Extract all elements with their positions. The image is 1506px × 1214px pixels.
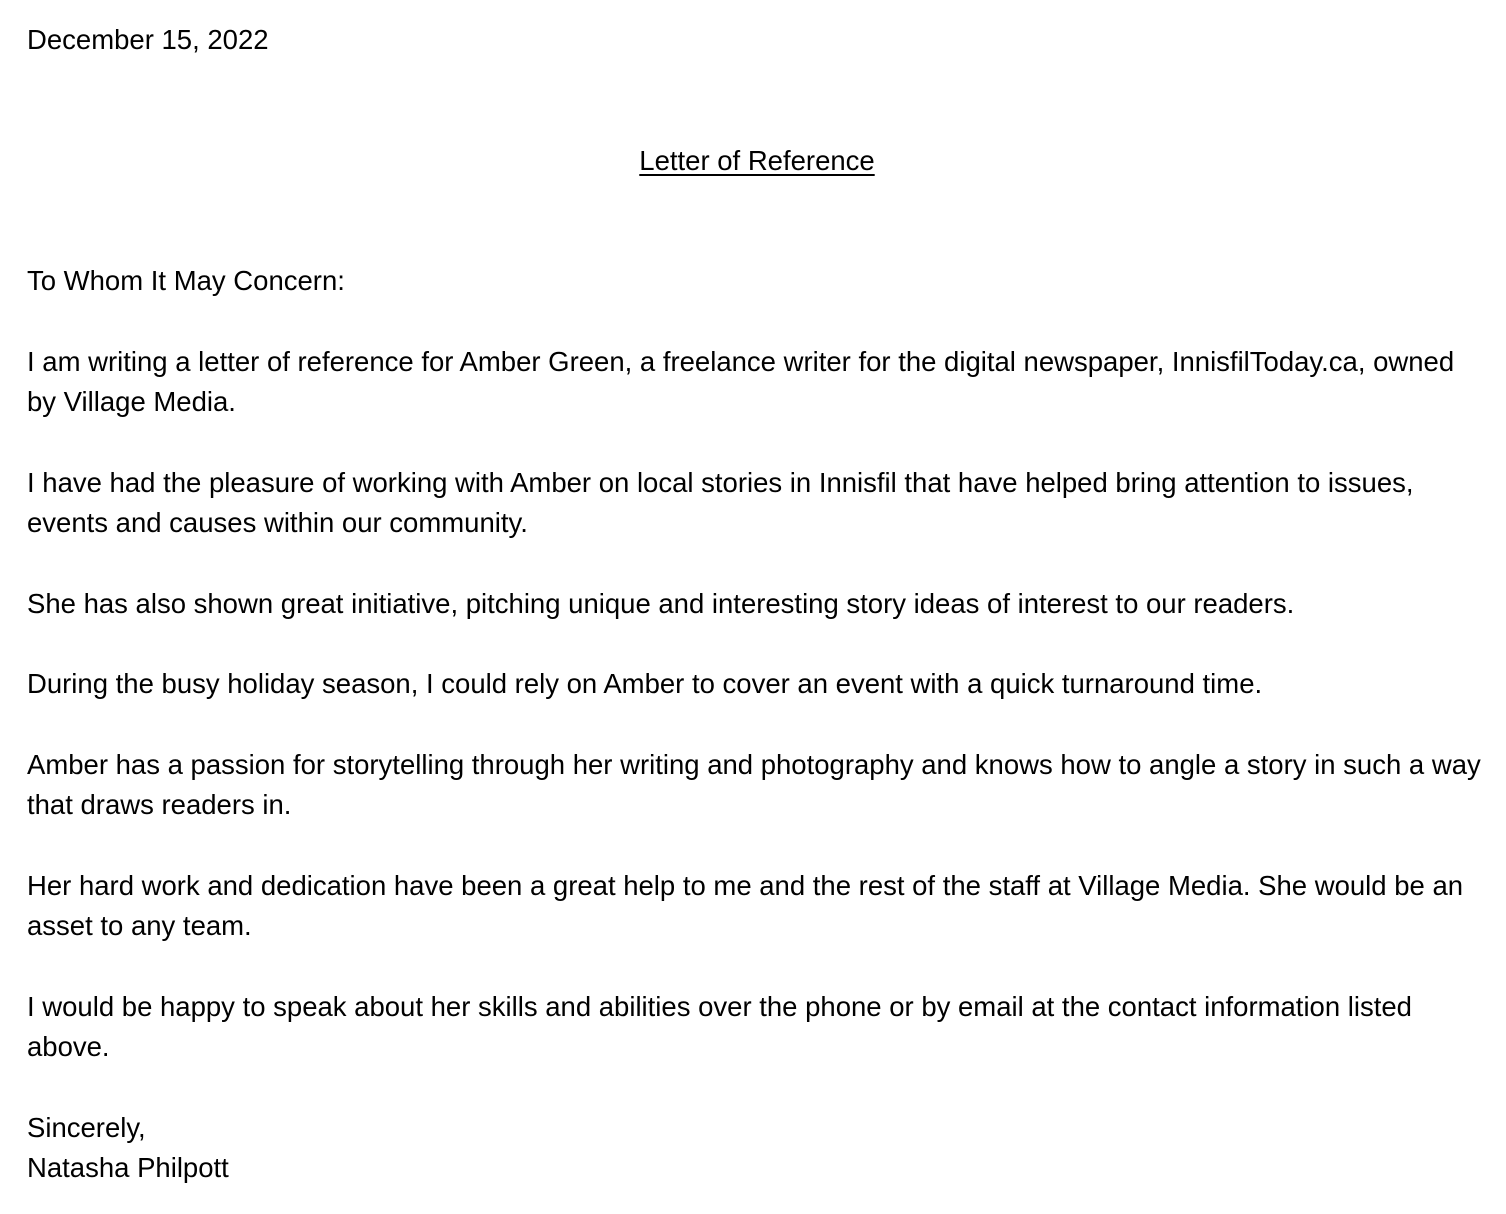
letter-closing-block [27,1108,1487,1189]
letter-paragraph: I am writing a letter of reference for Amber Green, a freelance writer for the digital newspaper, InnisfilToday.ca, owned by Village Media. [27,345,1455,417]
letter-paragraph: Amber has a passion for storytelling through her writing and photography and knows how to angle a story in such a way that draws readers in. [27,748,1481,820]
letter-date: December 15, 2022 [27,24,269,55]
letter-paragraph: I would be happy to speak about her skills and abilities over the phone or by email at the contact information listed above. [27,990,1412,1062]
letter-paragraph: During the busy holiday season, I could rely on Amber to cover an event with a quick turnaround time. [27,668,1263,699]
signature-name: Natasha Philpott [27,1152,229,1183]
letter-paragraph: I have had the pleasure of working with Amber on local stories in Innisfil that have helped bring attention to issues, events and causes within our community. [27,466,1414,538]
letter-title: Letter of Reference [639,144,875,176]
letter-paragraph: She has also shown great initiative, pitching unique and interesting story ideas of interest to our readers. [27,587,1295,619]
letter-salutation: To Whom It May Concern: [27,265,345,296]
letter-document [27,20,1487,1189]
letter-paragraph: Her hard work and dedication have been a great help to me and the rest of the staff at Village Media. She would be an asset to any team. [27,869,1464,941]
letter-closing: Sincerely, [27,1111,146,1143]
